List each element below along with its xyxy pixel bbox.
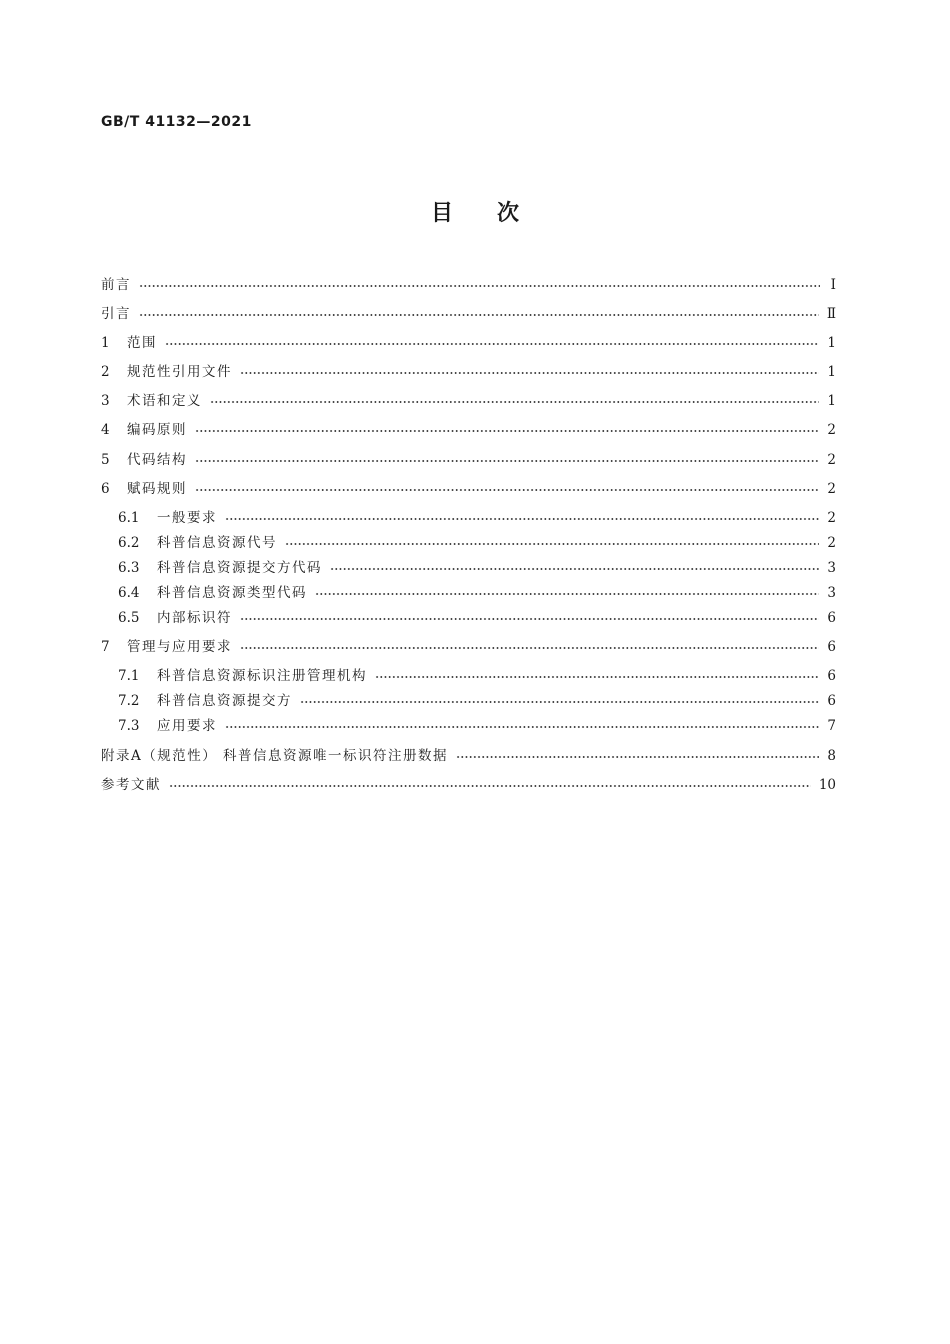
toc-entry-number: 7.3 [118, 718, 140, 734]
toc-entry-label: 一般要求 [157, 510, 217, 526]
dot-leader [139, 312, 819, 318]
toc-entry-number: 2 [101, 364, 110, 380]
toc-entry-page: 10 [818, 777, 836, 793]
toc-entry-page: 6 [827, 668, 836, 684]
toc-entry-7-1[interactable] [118, 666, 836, 686]
toc-entry-number: 6.5 [118, 610, 140, 626]
dot-leader [240, 645, 819, 651]
toc-entry-page: Ⅱ [826, 306, 836, 322]
toc-entry-6-5[interactable] [118, 608, 836, 628]
dot-leader [165, 341, 819, 347]
toc-entry-7[interactable] [101, 637, 836, 657]
toc-entry-label: 规范性引用文件 [127, 364, 232, 380]
toc-entry-label: 科普信息资源提交方代码 [157, 560, 322, 576]
toc-entry-6-1[interactable] [118, 508, 836, 528]
toc-entry-number: 1 [101, 335, 110, 351]
toc-entry-number: 6.3 [118, 560, 140, 576]
toc-entry-page: 6 [827, 639, 836, 655]
toc-entry-6-3[interactable] [118, 558, 836, 578]
dot-leader [456, 754, 819, 760]
toc-entry-number: 4 [101, 422, 110, 438]
toc-entry-page: 2 [827, 452, 836, 468]
toc-entry-2[interactable] [101, 362, 836, 382]
dot-leader [285, 541, 819, 547]
dot-leader [139, 283, 820, 289]
toc-entry-number: 6 [101, 481, 110, 497]
toc-entry-label: 附录A（规范性） 科普信息资源唯一标识符注册数据 [101, 748, 449, 764]
toc-entry-6[interactable] [101, 479, 836, 499]
toc-entry-number: 6.1 [118, 510, 140, 526]
dot-leader [169, 783, 811, 789]
dot-leader [225, 724, 819, 730]
dot-leader [210, 399, 819, 405]
toc-entry-annex-a[interactable] [101, 746, 836, 766]
page-title: 目次 [430, 201, 563, 226]
toc-entry-number: 3 [101, 393, 110, 409]
toc-entry-number: 6.4 [118, 585, 140, 601]
toc-entry-page: 7 [827, 718, 836, 734]
toc-entry-page: 2 [827, 481, 836, 497]
toc-entry-page: 1 [827, 335, 836, 351]
toc-entry-7-3[interactable] [118, 716, 836, 736]
toc-entry-label: 引言 [101, 306, 131, 322]
toc-entry-page: 2 [827, 535, 836, 551]
toc-entry-6-4[interactable] [118, 583, 836, 603]
toc-entry-number: 7.2 [118, 693, 140, 709]
dot-leader [195, 428, 819, 434]
dot-leader [315, 591, 819, 597]
toc-entry-label: 科普信息资源标识注册管理机构 [157, 668, 367, 684]
toc-entry-number: 5 [101, 452, 110, 468]
toc-entry-page: 3 [827, 585, 836, 601]
dot-leader [240, 616, 819, 622]
toc-entry-page: 1 [827, 364, 836, 380]
toc-entry-4[interactable] [101, 420, 836, 440]
dot-leader [300, 699, 819, 705]
toc-entry-label: 编码原则 [127, 422, 187, 438]
toc-entry-bibliography[interactable] [101, 775, 836, 795]
toc-entry-page: Ⅰ [830, 277, 836, 293]
toc-entry-label: 内部标识符 [157, 610, 232, 626]
toc-entry-label: 应用要求 [157, 718, 217, 734]
toc-entry-introduction[interactable] [101, 304, 836, 324]
toc-entry-label: 科普信息资源代号 [157, 535, 277, 551]
toc-entry-foreword[interactable] [101, 275, 836, 295]
dot-leader [330, 566, 819, 572]
toc-entry-5[interactable] [101, 450, 836, 470]
toc-entry-6-2[interactable] [118, 533, 836, 553]
toc-entry-label: 赋码规则 [127, 481, 187, 497]
toc-entry-page: 2 [827, 422, 836, 438]
toc-entry-label: 术语和定义 [127, 393, 202, 409]
standard-code: GB/T 41132—2021 [101, 114, 252, 130]
toc-entry-label: 参考文献 [101, 777, 161, 793]
dot-leader [240, 370, 819, 376]
toc-entry-label: 管理与应用要求 [127, 639, 232, 655]
toc-entry-label: 科普信息资源类型代码 [157, 585, 307, 601]
toc-entry-label: 范围 [127, 335, 157, 351]
toc-entry-number: 7 [101, 639, 110, 655]
toc-entry-page: 2 [827, 510, 836, 526]
toc-entry-label: 科普信息资源提交方 [157, 693, 292, 709]
toc-entry-1[interactable] [101, 333, 836, 353]
toc-entry-page: 6 [827, 610, 836, 626]
toc-entry-label: 代码结构 [127, 452, 187, 468]
dot-leader [195, 458, 819, 464]
toc-entry-3[interactable] [101, 391, 836, 411]
toc-entry-7-2[interactable] [118, 691, 836, 711]
toc-entry-label: 前言 [101, 277, 131, 293]
toc-entry-page: 3 [827, 560, 836, 576]
toc-entry-number: 6.2 [118, 535, 140, 551]
dot-leader [195, 487, 819, 493]
toc-entry-page: 8 [827, 748, 836, 764]
toc-entry-page: 6 [827, 693, 836, 709]
dot-leader [375, 674, 819, 680]
toc-entry-number: 7.1 [118, 668, 140, 684]
dot-leader [225, 516, 819, 522]
toc-entry-page: 1 [827, 393, 836, 409]
